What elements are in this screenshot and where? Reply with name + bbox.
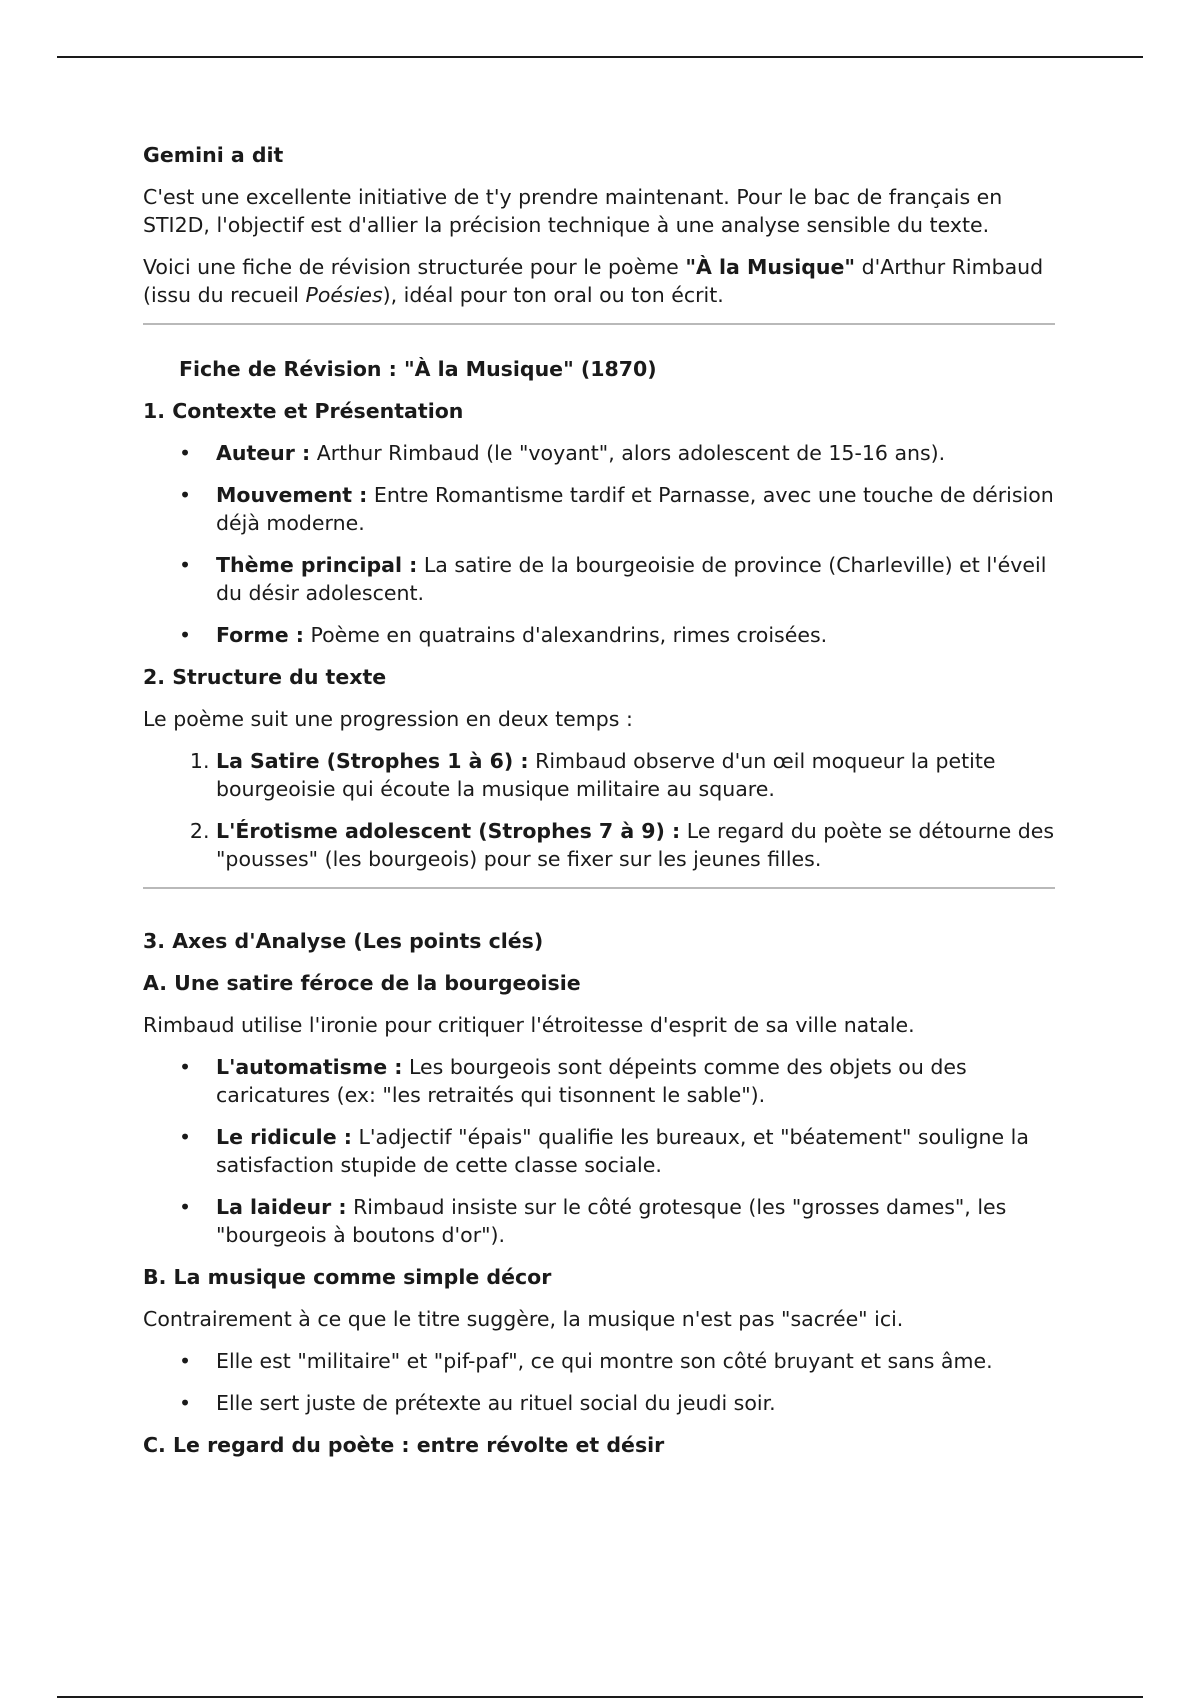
context-list (143, 439, 1055, 649)
response-content (143, 141, 1055, 1473)
structure-list (143, 747, 1055, 873)
item-label: L'automatisme : (216, 1055, 403, 1079)
item-label: La Satire (Strophes 1 à 6) : (216, 749, 529, 773)
intro-text: d'Arthur Rimbaud (issu du recueil (143, 255, 1044, 307)
fiche-title: Fiche de Révision : "À la Musique" (1870) (179, 357, 657, 381)
section-1-heading: 1. Contexte et Présentation (143, 399, 464, 423)
item-text: Entre Romantisme tardif et Parnasse, avec une touche de dérision déjà moderne. (216, 483, 1054, 535)
item-label: Forme : (216, 623, 304, 647)
subsection-a-intro: Rimbaud utilise l'ironie pour critiquer l'étroitesse d'esprit de sa ville natale. (143, 1013, 915, 1037)
item-label: Thème principal : (216, 553, 418, 577)
item-text: Le regard du poète se détourne des "pousses" (les bourgeois) pour se fixer sur les jeunes filles. (216, 819, 1055, 871)
item-text: Rimbaud observe d'un œil moqueur la petite bourgeoisie qui écoute la musique militaire au square. (216, 749, 996, 801)
list-item: • Elle est "militaire" et "pif-paf", ce qui montre son côté bruyant et sans âme. (216, 1347, 1055, 1375)
list-item (216, 747, 1055, 803)
subsection-c-heading: C. Le regard du poète : entre révolte et désir (143, 1433, 665, 1457)
page-bottom-rule (57, 1696, 1143, 1698)
list-item (216, 621, 1055, 649)
item-text: Arthur Rimbaud (le "voyant", alors adolescent de 15-16 ans). (310, 441, 946, 465)
item-label: L'Érotisme adolescent (Strophes 7 à 9) : (216, 819, 681, 843)
item-text: Poème en quatrains d'alexandrins, rimes croisées. (303, 623, 828, 647)
intro-text: ), idéal pour ton oral ou ton écrit. (382, 283, 724, 307)
section-2-heading: 2. Structure du texte (143, 665, 387, 689)
item-text: L'adjectif "épais" qualifie les bureaux, et "béatement" souligne la satisfaction stupide de cette classe sociale. (216, 1125, 1029, 1177)
sender-label: Gemini a dit (143, 143, 284, 167)
subsection-b-intro: Contrairement à ce que le titre suggère, la musique n'est pas "sacrée" ici. (143, 1307, 904, 1331)
list-item (216, 1123, 1055, 1179)
item-label: Mouvement : (216, 483, 368, 507)
list-item: • Elle sert juste de prétexte au rituel social du jeudi soir. (216, 1389, 1055, 1417)
collection-title: Poésies (305, 283, 383, 307)
list-item (216, 1193, 1055, 1249)
list-item (216, 1053, 1055, 1109)
item-label: Le ridicule : (216, 1125, 352, 1149)
item-label: Auteur : (216, 441, 311, 465)
list-item (216, 439, 1055, 467)
subsection-a-heading: A. Une satire féroce de la bourgeoisie (143, 971, 581, 995)
item-label: La laideur : (216, 1195, 347, 1219)
section-3-heading: 3. Axes d'Analyse (Les points clés) (143, 929, 544, 953)
intro-paragraph-1: C'est une excellente initiative de t'y prendre maintenant. Pour le bac de français en STI2D, l'objectif est d'allier la précision technique à une analyse sensible du texte. (143, 185, 1003, 237)
item-text: Rimbaud insiste sur le côté grotesque (les "grosses dames", les "bourgeois à boutons d'or"). (216, 1195, 1007, 1247)
list-item (216, 481, 1055, 537)
list-item (216, 817, 1055, 873)
intro-paragraph-2 (143, 253, 1055, 309)
intro-text: Voici une fiche de révision structurée pour le poème (143, 255, 686, 279)
horizontal-rule (143, 887, 1055, 889)
music-list (143, 1347, 1055, 1417)
poem-title: "À la Musique" (685, 255, 856, 279)
list-item (216, 551, 1055, 607)
section-2-intro: Le poème suit une progression en deux temps : (143, 707, 633, 731)
subsection-b-heading: B. La musique comme simple décor (143, 1265, 552, 1289)
item-text: Les bourgeois sont dépeints comme des objets ou des caricatures (ex: "les retraités qui tisonnent le sable"). (216, 1055, 967, 1107)
horizontal-rule (143, 323, 1055, 325)
satire-list (143, 1053, 1055, 1249)
page-top-rule (57, 56, 1143, 58)
item-text: La satire de la bourgeoisie de province (Charleville) et l'éveil du désir adolescent. (216, 553, 1047, 605)
